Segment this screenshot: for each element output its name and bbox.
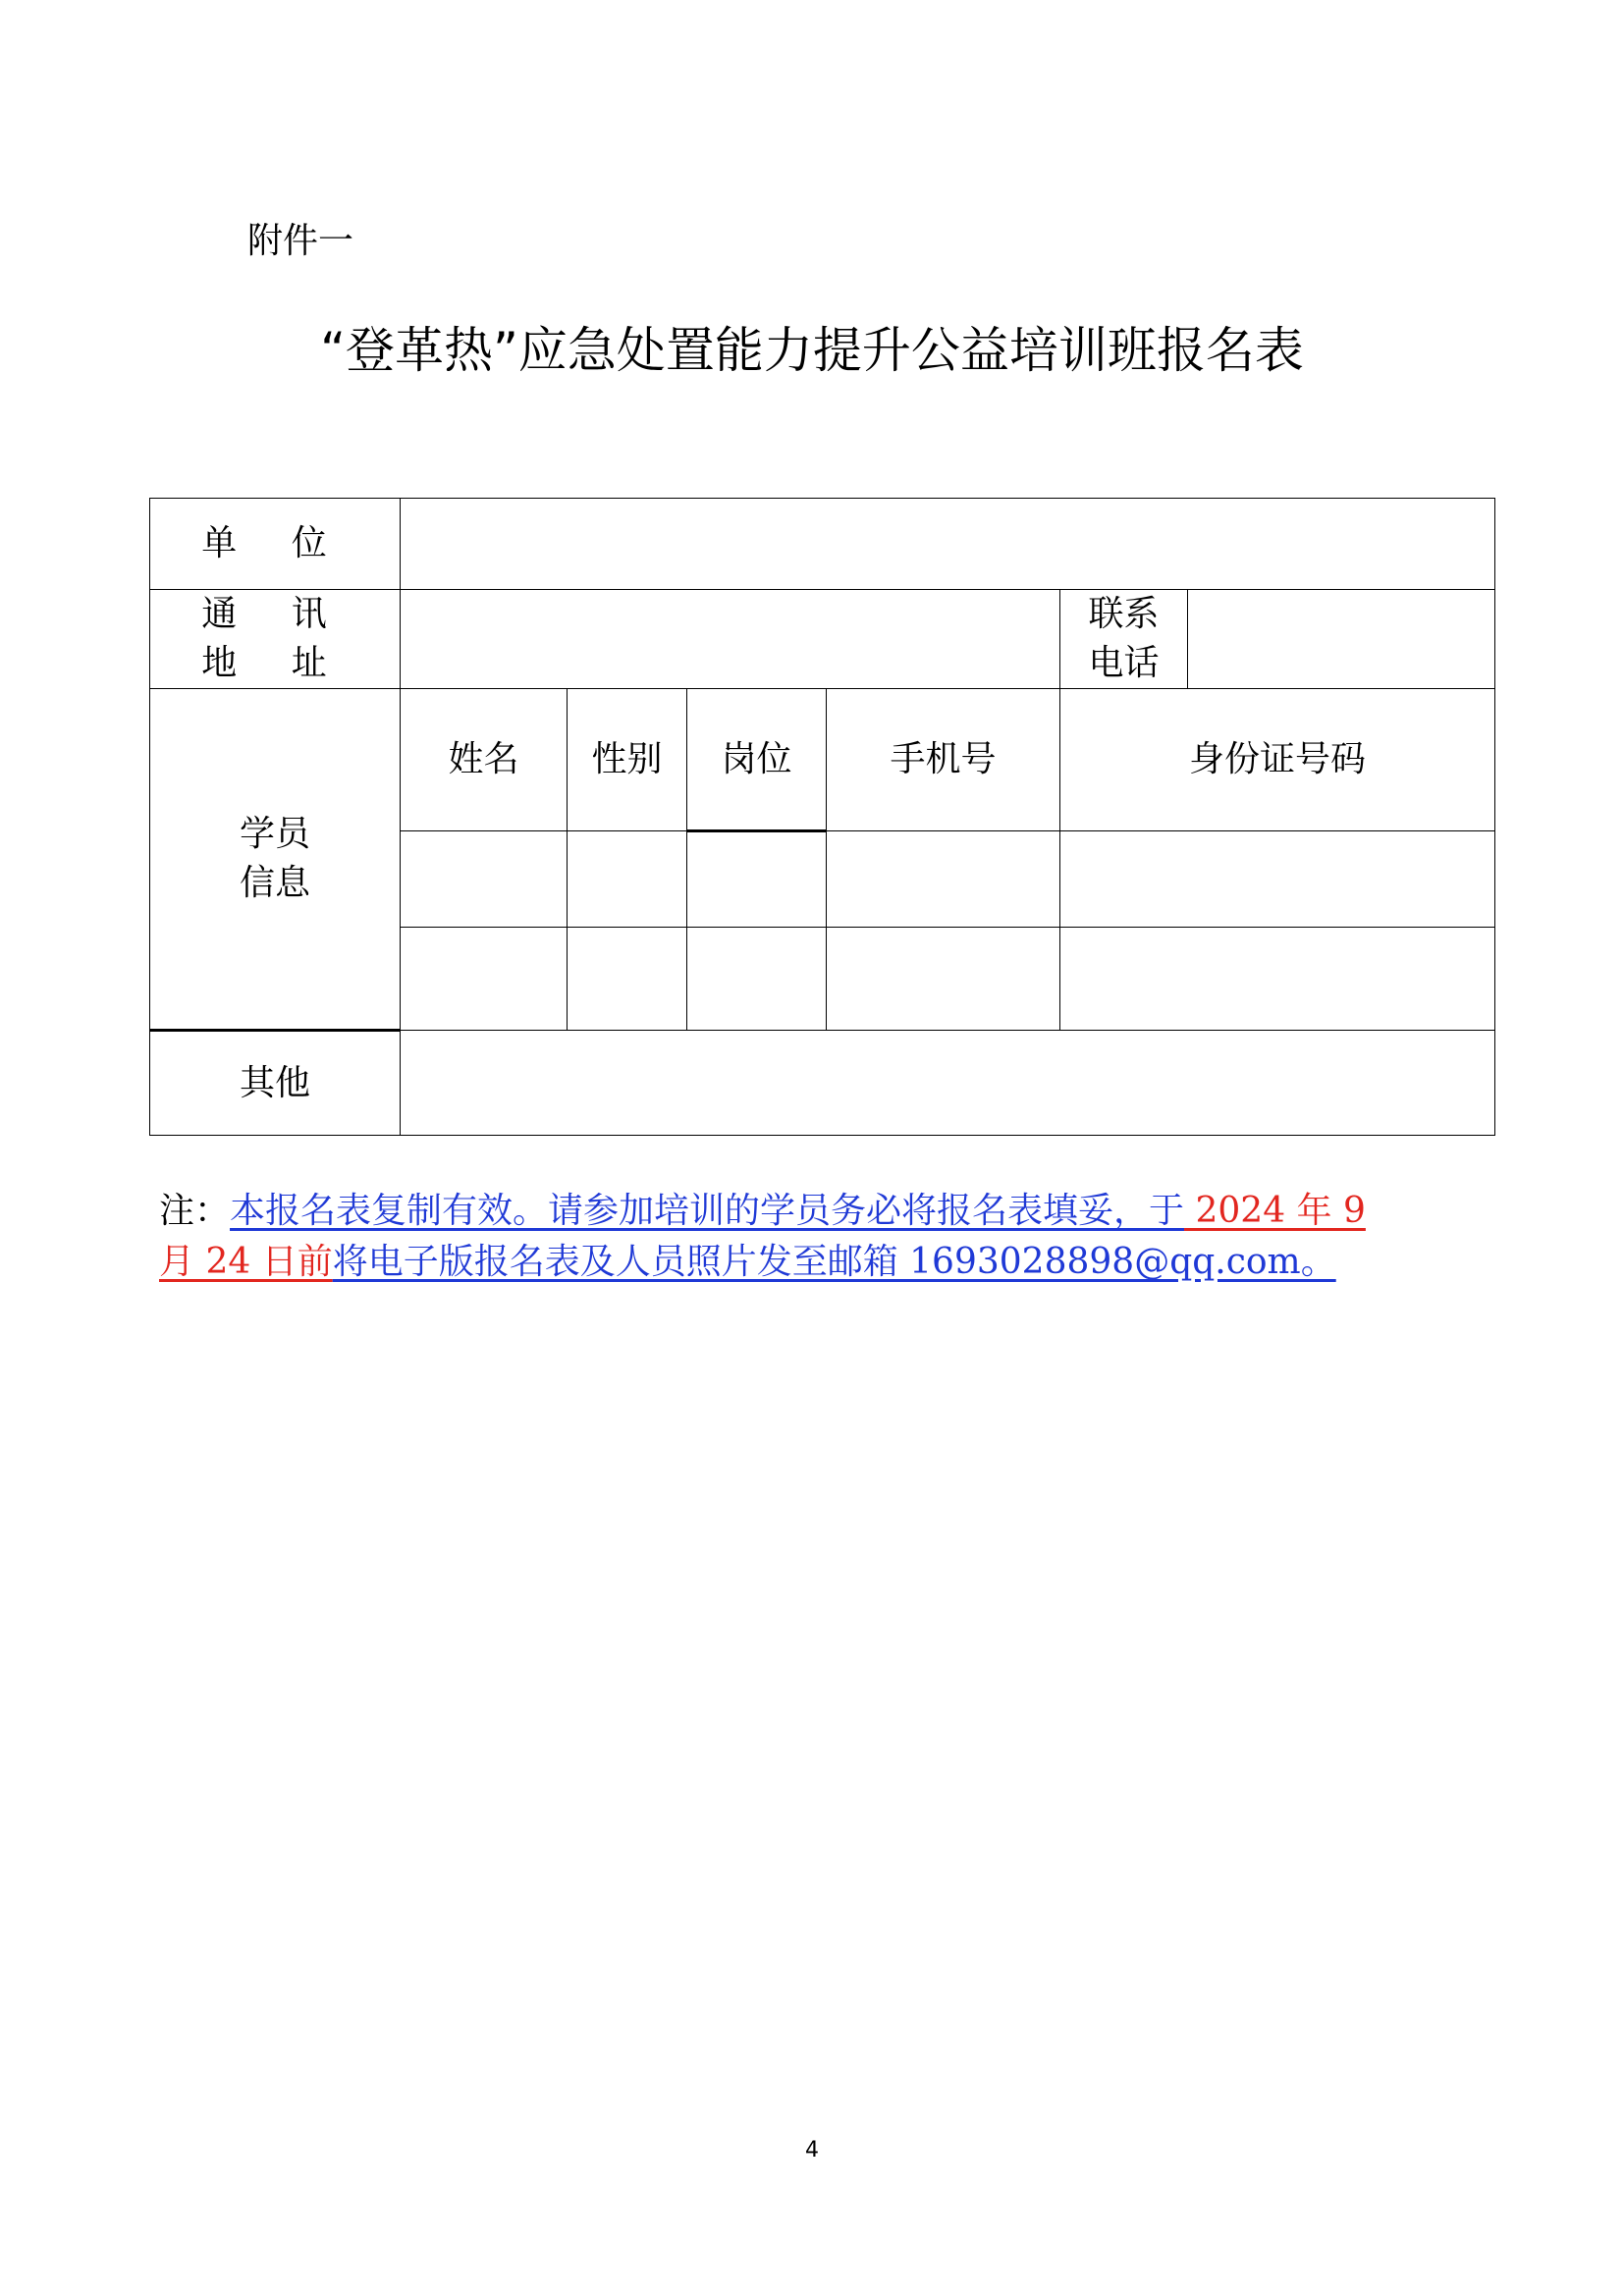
note-prefix: 注： [159, 1191, 231, 1231]
column-header-position: 岗位 [687, 689, 827, 831]
note-paragraph [159, 1186, 1396, 1288]
student-label-line2: 信息 [239, 863, 310, 903]
note-text-part1: 本报名表复制有效。请参加培训的学员务必将报名表填妥，于 [230, 1191, 1185, 1231]
address-label-cell [150, 590, 401, 689]
note-deadline: 2024 年 9 月 24 日前 [159, 1191, 1366, 1282]
column-header-gender: 性别 [568, 689, 687, 831]
page-number: 4 [805, 2138, 819, 2163]
column-header-mobile: 手机号 [827, 689, 1060, 831]
student-row-2-position[interactable] [687, 928, 827, 1031]
unit-label: 单 位 [201, 523, 349, 563]
phone-label-line2: 电话 [1088, 643, 1160, 683]
note-text-part2: 将电子版报名表及人员照片发至邮箱 1693028898@qq.com。 [332, 1242, 1336, 1282]
student-label-line1: 学员 [239, 814, 310, 854]
student-row-1-position[interactable] [687, 831, 827, 928]
registration-form-table [149, 498, 1495, 1136]
column-header-id-number: 身份证号码 [1060, 689, 1495, 831]
student-row-1-gender[interactable] [568, 831, 687, 928]
student-row-2-mobile[interactable] [827, 928, 1060, 1031]
other-label: 其他 [239, 1062, 310, 1103]
student-row-1-id-number[interactable] [1060, 831, 1495, 928]
page-title: “登革热”应急处置能力提升公益培训班报名表 [320, 322, 1304, 379]
student-label-cell [150, 689, 401, 1031]
address-label-line1: 通 讯 [201, 594, 349, 634]
address-input-cell[interactable] [401, 590, 1060, 689]
phone-label-cell [1060, 590, 1188, 689]
student-row-2-id-number[interactable] [1060, 928, 1495, 1031]
student-row-2-name[interactable] [401, 928, 568, 1031]
attachment-label: 附件一 [247, 221, 354, 261]
address-label-line2: 地 址 [201, 643, 349, 683]
unit-label-cell [150, 499, 401, 590]
phone-input-cell[interactable] [1188, 590, 1495, 689]
student-row-1-mobile[interactable] [827, 831, 1060, 928]
student-row-1-name[interactable] [401, 831, 568, 928]
other-label-cell [150, 1031, 401, 1136]
other-input-cell[interactable] [401, 1031, 1495, 1136]
unit-input-cell[interactable] [401, 499, 1495, 590]
column-header-name: 姓名 [401, 689, 568, 831]
student-row-2-gender[interactable] [568, 928, 687, 1031]
phone-label-line1: 联系 [1088, 594, 1160, 634]
